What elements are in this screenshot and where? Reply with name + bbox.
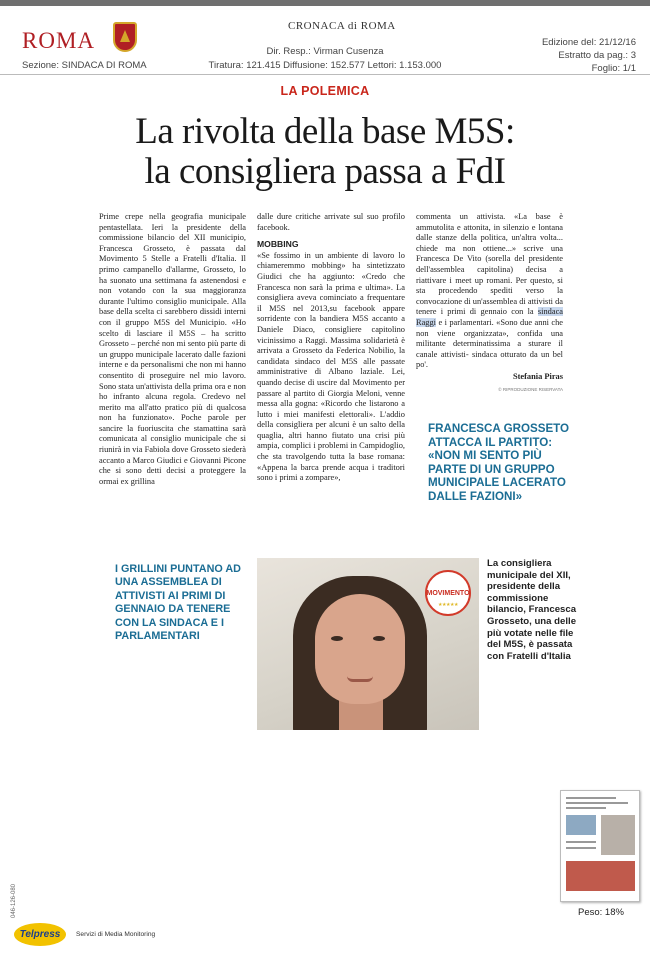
- photo-face: [315, 594, 405, 704]
- section-label: Sezione: SINDACA DI ROMA: [22, 60, 147, 71]
- column-2-text: «Se fossimo in un ambiente di lavoro lo chiameremmo mobbing» ha sintetizzato Giudici che ha aggiunto: «Credo che Francesca non sarà la prima e ultima». La consigliera aveva cominciato a frequentare il M5S nel 2013,su facebook appare sorridente con la bandiera M5S accanto a Daniele Diaco, consigliere capitolino vicinissimo a Raggi. Massima solidarietà è arrivata a Grosseto da Federica Nobilio, la candidata sindaco del M5S alle passate amministrative di Albano laziale. Lei, quando decise di uscire dal Movimento per passare al partito di Giorgia Meloni, venne messa alla gogna: «Ricordo che listarono a lutto i miei manifesti elettorali». L'addio della consigliera per alcuni è un salto della quaglia, altri hanno fiutato una crisi più ampia, complici i problemi in Campidoglio, che sta travolgendo tutta la base romana: «Appena la barca prende acqua i traditori sono i primi a zompare»,: [257, 250, 405, 483]
- photo-mouth: [347, 676, 373, 682]
- thumb-block: [601, 815, 635, 855]
- article-column-3: [416, 212, 563, 402]
- pull-quote-grosseto: FRANCESCA GROSSETO ATTACCA IL PARTITO: «NON MI SENTO PIÙ PARTE DI UN GRUPPO MUNICIPALE LACERATO DALLE FAZIONI»: [428, 422, 570, 503]
- sheet-count: Foglio: 1/1: [591, 63, 636, 74]
- roma-logo: ROMA: [22, 28, 96, 53]
- article-kicker: LA POLEMICA: [280, 84, 370, 98]
- extract-page: Estratto da pag.: 3: [558, 50, 636, 61]
- m5s-stars-icon: ★★★★★: [438, 602, 458, 608]
- article-column-2: [257, 212, 405, 548]
- thumb-block: [566, 815, 596, 835]
- director-line: Dir. Resp.: Virman Cusenza: [266, 46, 384, 57]
- column-2-intro: dalle dure critiche arrivate sul suo profilo facebook.: [257, 212, 405, 232]
- pull-quote-assembly: I GRILLINI PUNTANO AD UNA ASSEMBLEA DI ATTIVISTI AI PRIMI DI GENNAIO DA TENERE CON LA SINDACA E I PARLAMENTARI: [115, 563, 241, 643]
- m5s-logo-badge: MOVIMENTO: [425, 570, 471, 616]
- telpress-logo: Telpress: [14, 923, 66, 946]
- subheading-mobbing: MOBBING: [257, 239, 299, 250]
- column-3-text-b: e i parlamentari. «Sono due anni che non viene organizzata», confida una militante determinatissima a sturare il canale attivisti- sindaca otturato da un bel po'.: [416, 317, 563, 370]
- copyright-note: © RIPRODUZIONE RISERVATA: [498, 386, 563, 392]
- side-code: 046-126-080: [11, 883, 17, 919]
- portrait-photo: [257, 558, 479, 730]
- highlighted-term: sindaca Raggi: [416, 307, 563, 327]
- column-3-text-a: commenta un attivista. «La base è ammutolita e attonita, in silenzio e lontana dalle stanze della politica, un'altra volta... chiede ma non ottiene...» scrive una Francesca De Vito (sorella del presidente dell'assemblea capitolina) decisa a riattivare i meet up romani. Per questo, si sta procedendo spediti verso la convocazione di un'assemblea di attivisti da tenere i primi di gennaio con la: [416, 212, 563, 317]
- edition-meta: [542, 36, 636, 75]
- author-byline: Stefania Piras: [512, 371, 563, 381]
- headline-line-2: la consigliera passa a FdI: [144, 151, 506, 192]
- photo-right-eye: [373, 636, 385, 641]
- column-3-text: [416, 212, 563, 371]
- article-column-1: [99, 212, 246, 545]
- thumb-line: [566, 797, 616, 799]
- photo-caption: La consigliera municipale del XII, presidente della commissione bilancio, Francesca Grosseto, una delle più votate nelle file del M5S, è passata con Fratelli d'Italia: [487, 558, 577, 662]
- page-thumbnail: [560, 790, 640, 902]
- services-label: Servizi di Media Monitoring: [76, 931, 156, 938]
- header-divider: [0, 74, 650, 75]
- article-headline: [60, 112, 590, 192]
- weight-label: Peso: 18%: [578, 907, 624, 918]
- thumb-line: [566, 802, 628, 804]
- photo-left-eye: [331, 636, 343, 641]
- thumb-line: [566, 841, 596, 843]
- edition-date: Edizione del: 21/12/16: [541, 37, 636, 48]
- headline-line-1: La rivolta della base M5S:: [135, 111, 515, 152]
- masthead-logo: CRONACA di ROMA: [288, 20, 396, 32]
- column-1-text: Prime crepe nella geografia municipale pentastellata. Ieri la presidente della commissione bilancio del XII municipio, Francesca Grosseto, è passata dal Movimento 5 Stelle a Fratelli d'Italia. Il primo campanello d'allarme, Grosseto, lo ha suonato una settimana fa astenendosi e non votando con la sua maggioranza durante l'ultimo consiglio municipale. Alla base della scelta ci sarebbero dissidi interni con il gruppo M5S del Municipio. «Ho scelto di lasciare il M5S – ha scritto Grosseto – perché non mi sento più parte di un gruppo municipale lacerato dalle fazioni interne e da personalismi che non mi hanno consentito di proseguire nel mio lavoro. Sono stata un'attivista della prima ora e non ho infranto alcuna regola. Credevo nel merito ma all'atto pratico più di qualcosa non ha funzionato». Poche parole per sancire la fuoriuscita che stamattina sarà comunicata al consiglio municipale che si riunirà in via Fabiola dove Grosseto siederà accanto a Marco Giudici e Giovanni Picone che si sono detti decisi a proteggere la ormai ex grillina: [99, 212, 246, 486]
- clipping-header: [0, 6, 650, 74]
- thumb-block: [566, 861, 635, 891]
- thumb-line: [566, 847, 596, 849]
- circulation-line: Tiratura: 121.415 Diffusione: 152.577 Lettori: 1.153.000: [208, 60, 442, 71]
- thumb-line: [566, 807, 606, 809]
